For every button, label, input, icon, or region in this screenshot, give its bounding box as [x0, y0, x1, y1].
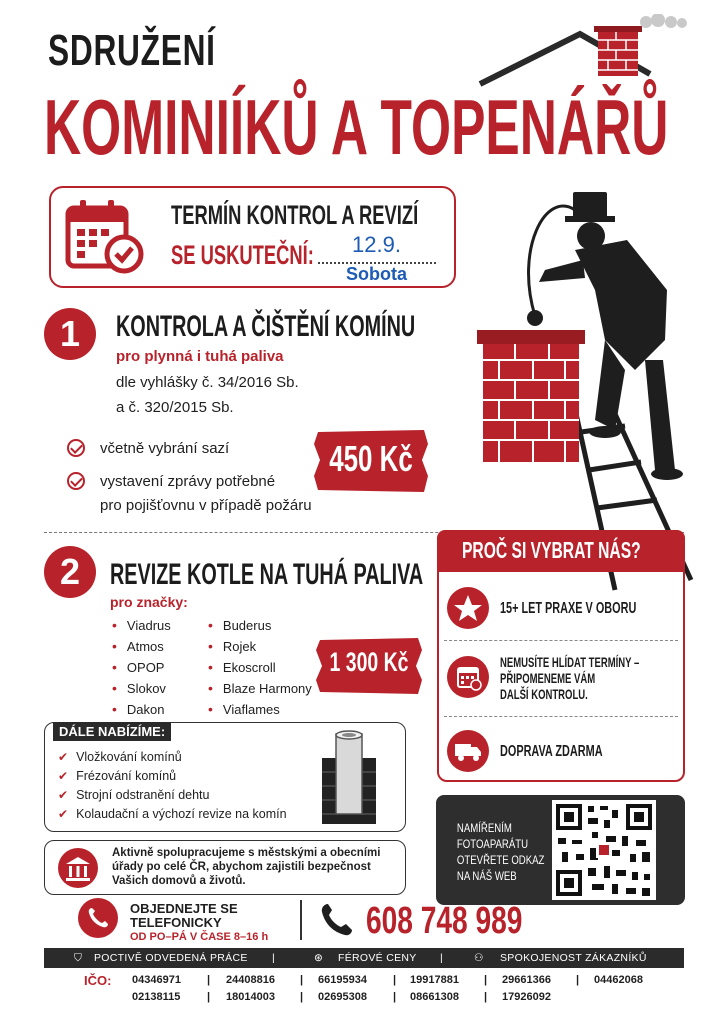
term-day: Sobota	[346, 264, 407, 284]
term-date: 12.9.	[352, 232, 401, 257]
qr-line1: NAMÍŘENÍM	[456, 821, 512, 835]
section1-title: KONTROLA A ČIŠTĚNÍ KOMÍNU	[116, 310, 416, 343]
section1-law2: a č. 320/2015 Sb.	[116, 399, 234, 416]
ico-number: 08661308	[410, 991, 459, 1003]
also-offer-item: ✔ Vložkování komínů	[58, 750, 182, 764]
ico-sep: |	[484, 991, 488, 1003]
cooperation-text	[112, 846, 402, 888]
title-line1: SDRUŽENÍ	[48, 26, 216, 75]
qr-code[interactable]	[552, 800, 656, 900]
ico-sep: |	[576, 974, 580, 986]
brand-item: • Slokov	[112, 680, 166, 696]
ico-number: 19917881	[410, 974, 459, 986]
why-item2a: NEMUSÍTE HLÍDAT TERMÍNY –	[500, 654, 640, 670]
qr-line3: OTEVŘETE ODKAZ	[456, 853, 545, 867]
footer-sep: |	[440, 952, 444, 964]
section1-number: 1	[44, 308, 96, 360]
brand-item: • Viaflames	[208, 701, 280, 717]
phone-circle-icon	[78, 898, 118, 938]
why-item2b: PŘIPOMENEME VÁM	[500, 670, 596, 686]
ico-number: 24408816	[226, 974, 275, 986]
title-line2: KOMINIÍKŮ A TOPENÁŘŮ	[44, 83, 669, 171]
section2-subtitle: pro značky:	[110, 594, 188, 610]
ico-sep: |	[207, 974, 211, 986]
section1-law1: dle vyhlášky č. 34/2016 Sb.	[116, 374, 299, 391]
brick-chimney-icon	[477, 330, 585, 462]
also-offer-item: ✔ Strojní odstranění dehtu	[58, 788, 210, 802]
cooperation-line2: úřady po celé ČR, abychom zajistili bezpečnost	[112, 861, 371, 873]
calendar-icon	[447, 656, 489, 698]
also-offer-item: ✔ Kolaudační a výchozí revize na komín	[58, 807, 287, 821]
term-line1: TERMÍN KONTROL A REVIZÍ	[171, 200, 419, 230]
why-item3: DOPRAVA ZDARMA	[500, 743, 603, 760]
section1-check2a: vystavení zprávy potřebné	[100, 473, 276, 490]
qr-code-icon	[552, 800, 656, 900]
section1-price: 450 Kč	[329, 438, 413, 479]
section2-title: REVIZE KOTLE NA TUHÁ PALIVA	[110, 558, 424, 591]
shield-check-icon: ⛉	[74, 952, 83, 964]
order-divider	[300, 900, 302, 940]
smoke-icon	[640, 14, 687, 28]
also-offer-heading: DÁLE NABÍZÍME:	[53, 722, 171, 741]
why-separator	[444, 716, 678, 717]
ico-sep: |	[484, 974, 488, 986]
chimney-liner-icon	[318, 728, 380, 826]
ico-number: 02695308	[318, 991, 367, 1003]
ico-sep: |	[393, 991, 397, 1003]
brand-item: • Buderus	[208, 617, 271, 633]
brand-item: • Rojek	[208, 638, 256, 654]
brand-item: • Dakon	[112, 701, 164, 717]
section1-check1: včetně vybrání sazí	[100, 440, 230, 457]
ico-sep: |	[393, 974, 397, 986]
qr-line4: NA NÁŠ WEB	[456, 869, 517, 883]
roof-logo-icon	[470, 14, 700, 94]
ico-sep: |	[300, 974, 304, 986]
checkmark-icon	[67, 472, 85, 490]
ico-number: 18014003	[226, 991, 275, 1003]
footer-sep: |	[272, 952, 276, 964]
brand-item: • OPOP	[112, 659, 164, 675]
footer-item2: FÉROVÉ CENY	[338, 952, 417, 964]
cooperation-line1: Aktivně spolupracujeme s městskými a obecními	[112, 847, 381, 859]
footer-item1: POCTIVĚ ODVEDENÁ PRÁCE	[94, 952, 248, 964]
also-offer-item: ✔ Frézování komínů	[58, 769, 176, 783]
ico-sep: |	[207, 991, 211, 1003]
brand-item: • Viadrus	[112, 617, 171, 633]
brand-item: • Blaze Harmony	[208, 680, 312, 696]
ico-sep: |	[300, 991, 304, 1003]
footer-item3: SPOKOJENOST ZÁKAZNÍKŮ	[500, 952, 647, 964]
star-icon	[447, 587, 489, 629]
order-line2: TELEFONICKY	[130, 915, 222, 930]
qr-text	[457, 820, 544, 884]
why-item2c: DALŠÍ KONTROLU.	[500, 686, 588, 702]
delivery-truck-icon	[447, 730, 489, 772]
qr-line2: FOTOAPARÁTU	[456, 837, 529, 851]
ico-number: 29661366	[502, 974, 551, 986]
roof-chimney-icon	[594, 26, 642, 76]
people-icon: ⚇	[474, 952, 484, 964]
section2-price: 1 300 Kč	[329, 647, 409, 677]
term-line2: SE USKUTEČNÍ:	[171, 240, 314, 270]
checkmark-icon	[67, 439, 85, 457]
section1-subtitle: pro plynná i tuhá paliva	[116, 348, 284, 365]
footer-bar	[44, 948, 684, 968]
brand-item: • Ekoscroll	[208, 659, 276, 675]
institution-icon	[58, 848, 98, 888]
why-item1: 15+ LET PRAXE V OBORU	[500, 600, 637, 617]
ico-number: 04346971	[132, 974, 181, 986]
money-icon: ⊛	[314, 952, 324, 964]
brand-item: • Atmos	[112, 638, 164, 654]
calendar-check-icon	[64, 198, 148, 274]
order-line1: OBJEDNEJTE SE	[130, 901, 238, 916]
why-separator	[444, 640, 678, 641]
ico-number: 66195934	[318, 974, 367, 986]
section1-check2b: pro pojišťovnu v případě požáru	[100, 497, 312, 514]
order-line3: OD PO–PÁ V ČASE 8–16 h	[130, 931, 269, 943]
phone-number[interactable]: 608 748 989	[366, 900, 523, 942]
section2-number: 2	[44, 546, 96, 598]
ico-number: 04462068	[594, 974, 643, 986]
cooperation-line3: Vašich domovů a životů.	[112, 875, 246, 887]
ico-number: 17926092	[502, 991, 551, 1003]
why-us-title: PROČ SI VYBRAT NÁS?	[462, 537, 641, 563]
ico-label: IČO:	[84, 973, 112, 988]
ico-number: 02138115	[132, 991, 181, 1003]
phone-icon	[320, 902, 354, 938]
